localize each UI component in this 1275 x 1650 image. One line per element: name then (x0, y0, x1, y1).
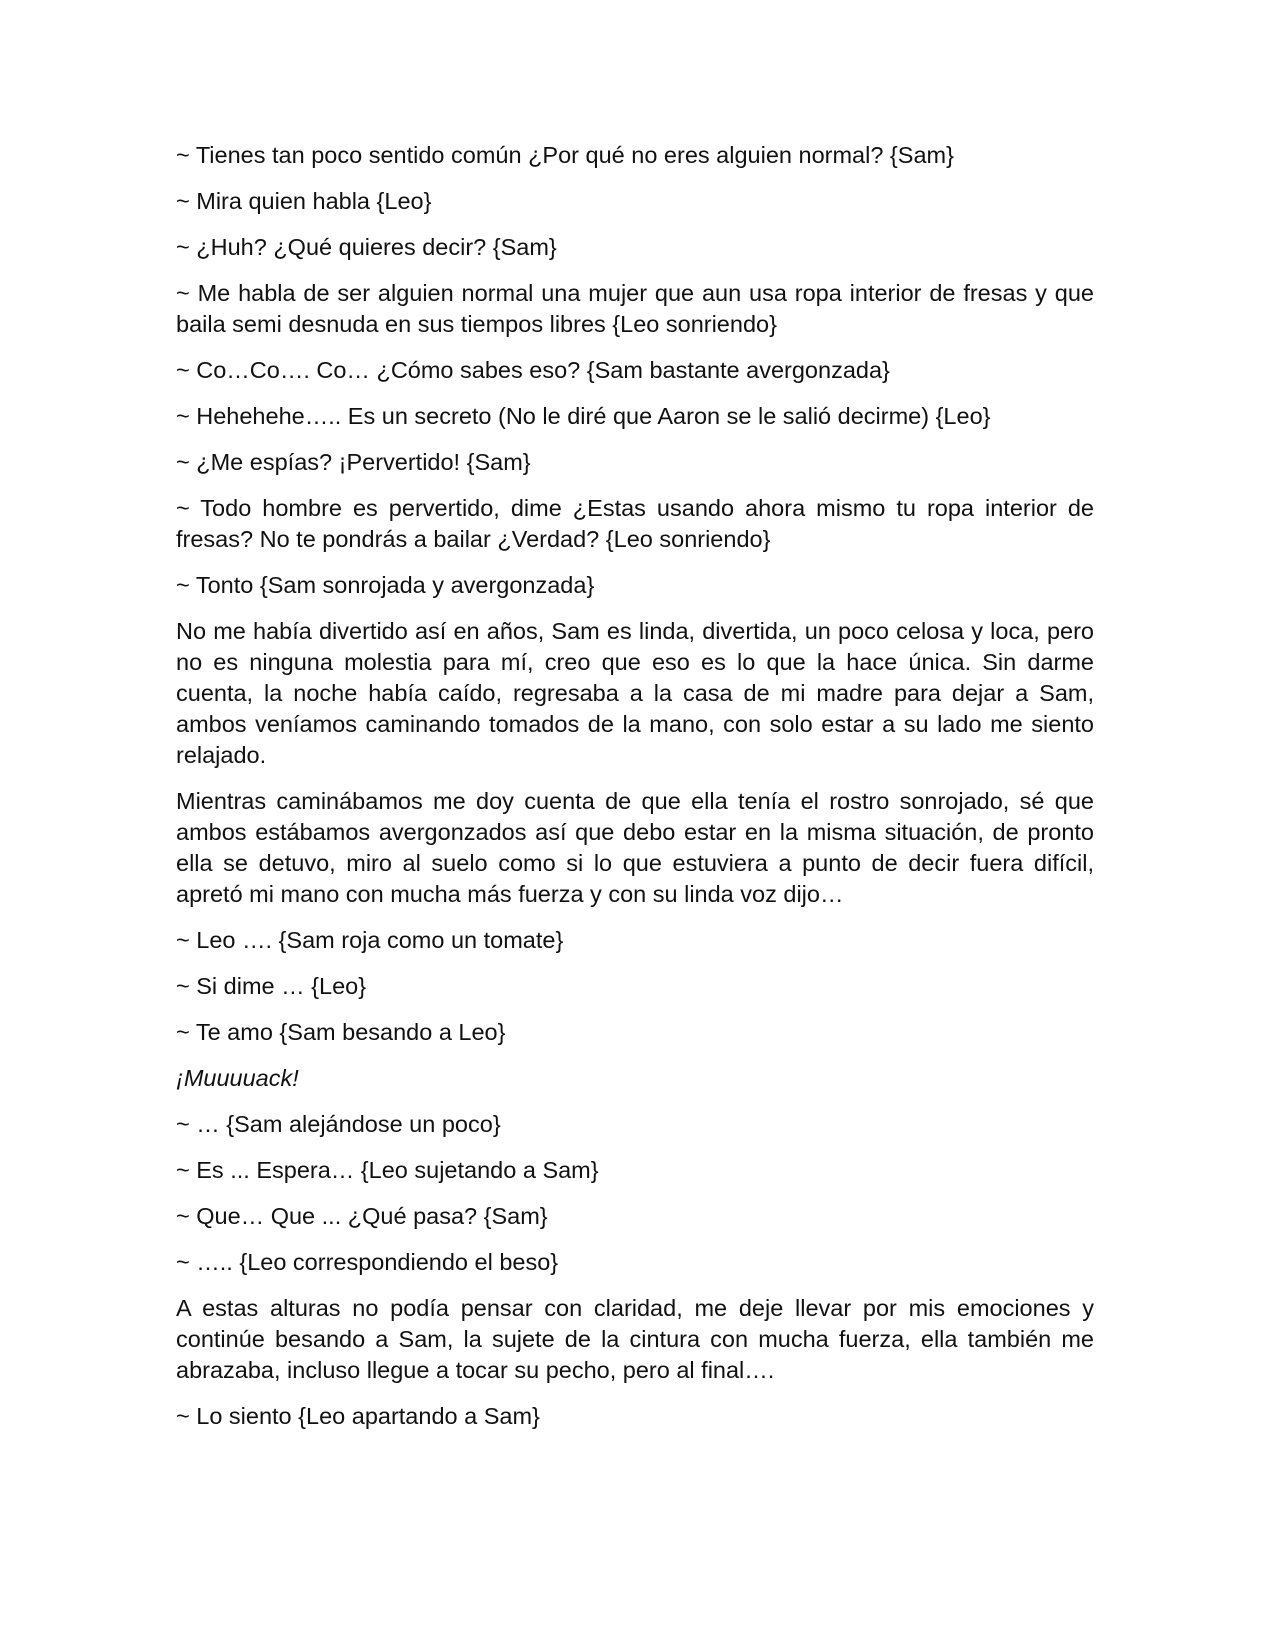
narrative-paragraph: Mientras caminábamos me doy cuenta de que ella tenía el rostro sonrojado, sé que ambos estábamos avergonzados así que debo estar en la misma situación, de pronto ella se detuvo, miro al suelo como si lo que estuviera a punto de decir fuera difícil, apretó mi mano con mucha más fuerza y con su linda voz dijo… (176, 788, 1094, 907)
dialogue-line: ~ Todo hombre es pervertido, dime ¿Estas usando ahora mismo tu ropa interior de fresas? No te pondrás a bailar ¿Verdad? {Leo sonriendo} (176, 495, 1094, 552)
dialogue-line: ~ Mira quien habla {Leo} (176, 188, 432, 214)
dialogue-line: ~ ….. {Leo correspondiendo el beso} (176, 1249, 559, 1275)
dialogue-line: ~ Que… Que ... ¿Qué pasa? {Sam} (176, 1203, 548, 1229)
dialogue-line: ~ Te amo {Sam besando a Leo} (176, 1019, 506, 1045)
dialogue-line: ~ Tienes tan poco sentido común ¿Por qué no eres alguien normal? {Sam} (176, 142, 954, 168)
narrative-paragraph: No me había divertido así en años, Sam es linda, divertida, un poco celosa y loca, pero no es ninguna molestia para mí, creo que eso es lo que la hace única. Sin darme cuenta, la noche había caído, regresaba a la casa de mi madre para dejar a Sam, ambos veníamos caminando tomados de la mano, con solo estar a su lado me siento relajado. (176, 618, 1094, 768)
dialogue-line: ~ ¿Me espías? ¡Pervertido! {Sam} (176, 449, 531, 475)
dialogue-line: ~ Me habla de ser alguien normal una mujer que aun usa ropa interior de fresas y que baila semi desnuda en sus tiempos libres {Leo sonriendo} (176, 280, 1094, 337)
dialogue-line: ~ Leo …. {Sam roja como un tomate} (176, 927, 564, 953)
document-page (176, 140, 1094, 1447)
dialogue-line: ~ Lo siento {Leo apartando a Sam} (176, 1403, 540, 1429)
narrative-paragraph: A estas alturas no podía pensar con claridad, me deje llevar por mis emociones y continúe besando a Sam, la sujete de la cintura con mucha fuerza, ella también me abrazaba, incluso llegue a tocar su pecho, pero al final…. (176, 1295, 1094, 1383)
sound-effect: ¡Muuuuack! (176, 1065, 299, 1091)
dialogue-line: ~ … {Sam alejándose un poco} (176, 1111, 501, 1137)
dialogue-line: ~ Es ... Espera… {Leo sujetando a Sam} (176, 1157, 599, 1183)
dialogue-line: ~ Hehehehe….. Es un secreto (No le diré que Aaron se le salió decirme) {Leo} (176, 403, 991, 429)
dialogue-line: ~ Co…Co…. Co… ¿Cómo sabes eso? {Sam bastante avergonzada} (176, 357, 890, 383)
dialogue-line: ~ Si dime … {Leo} (176, 973, 367, 999)
dialogue-line: ~ ¿Huh? ¿Qué quieres decir? {Sam} (176, 234, 557, 260)
dialogue-line: ~ Tonto {Sam sonrojada y avergonzada} (176, 572, 595, 598)
